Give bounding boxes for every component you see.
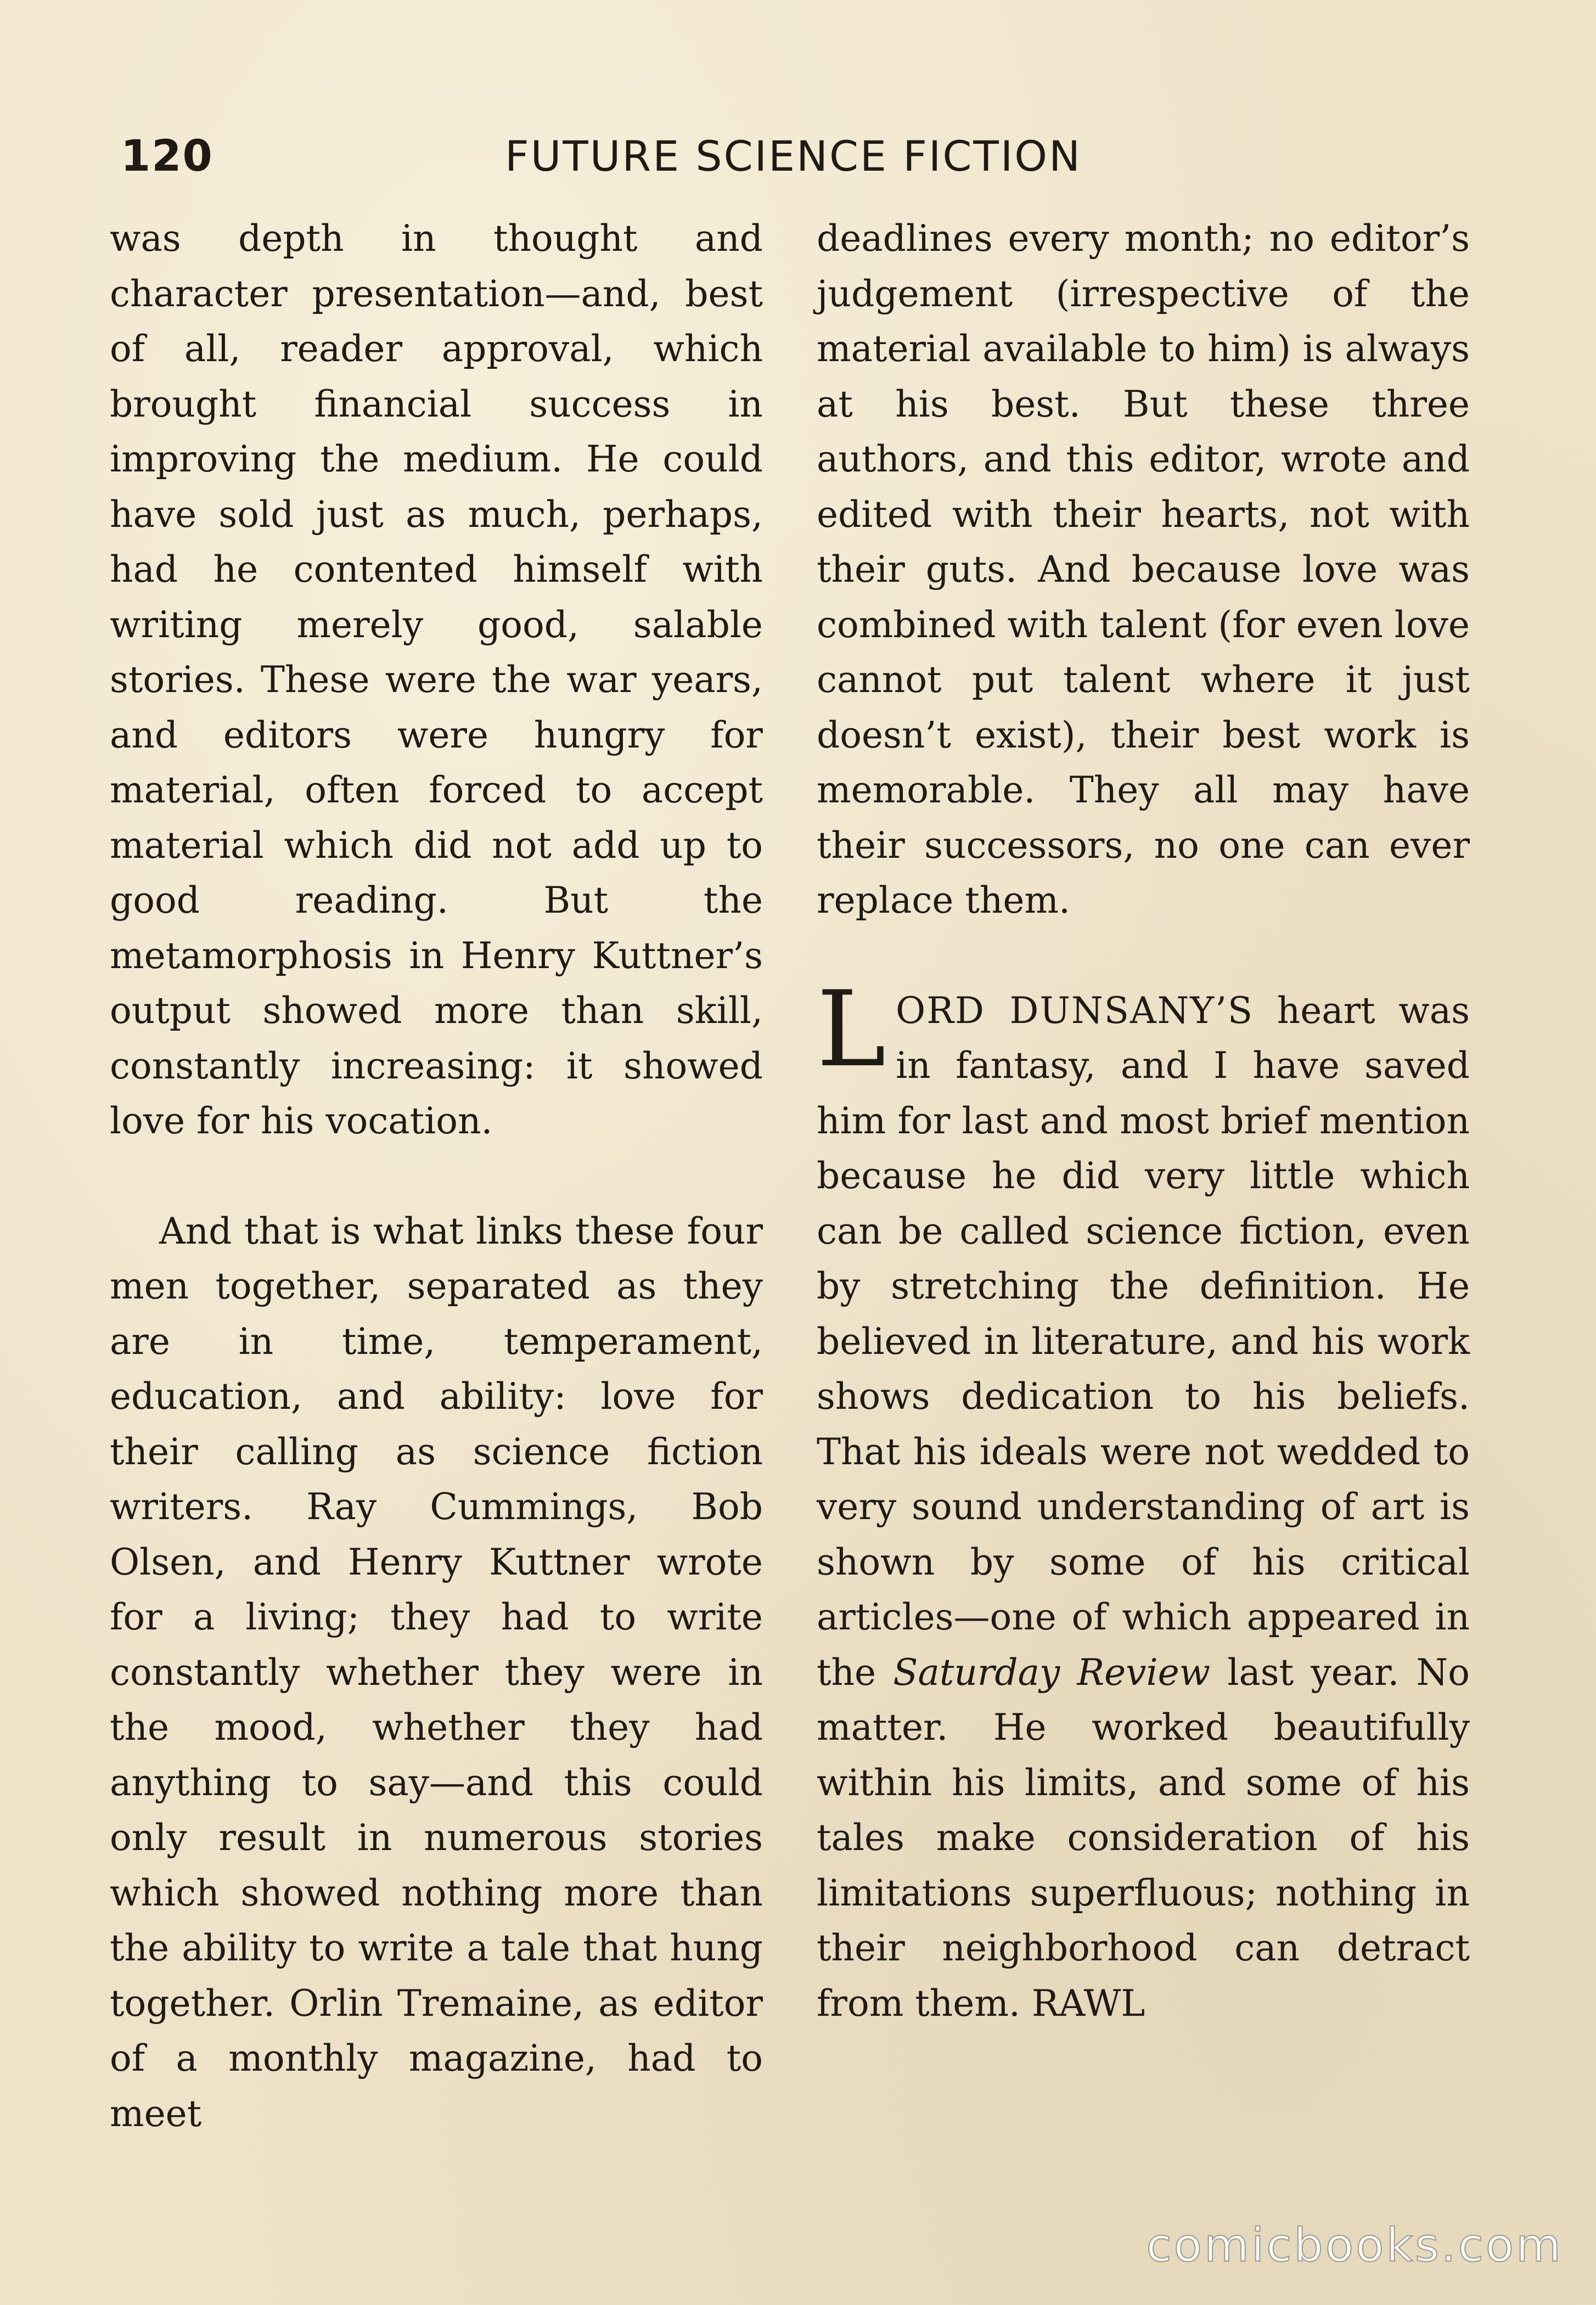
left-column (110, 211, 763, 2141)
paragraph-text-a: heart was in fantasy, and I have saved him for last and most brief mention because he did very little which can be called science fiction, even by stretching the definition. He believed in literature, and his work shows dedication to his beliefs. That his ideals were not wedded to very sound understanding of art is shown by some of his critical articles—one of which appeared in the (817, 989, 1470, 1694)
right-column (817, 211, 1470, 2031)
page-header (110, 132, 1471, 192)
left-paragraph-2: And that is what links these four men together, separated as they are in time, temperament, education, and ability: love for their calling as science fiction writers. Ray Cummings, Bob Olsen, and Henry Kuttner wrote for a living; they had to write constantly whether they were in the mood, whether they had anything to say—and this could only result in numerous stories which showed nothing more than the ability to write a tale that hung together. Orlin Tremaine, as editor of a monthly magazine, had to meet (110, 1210, 763, 2135)
right-paragraph-2 (817, 968, 1470, 2032)
right-paragraph-1: deadlines every month; no editor’s judgement (irrespective of the material available to him) is always at his best. But these three authors, and this editor, wrote and edited with their hearts, not with their guts. And because love was combined with talent (for even love cannot put talent where it just doesn’t exist), their best work is memorable. They all may have their successors, no one can ever replace them. (817, 217, 1470, 921)
running-title: FUTURE SCIENCE FICTION (505, 132, 1082, 181)
publication-title: Saturday Review (893, 1651, 1211, 1694)
paragraph-text-b: last year. No matter. He worked beautifully within his limits, and some of his tales make consideration of his limitations superfluous; nothing in their neighborhood can detract from them. (817, 1651, 1470, 2025)
watermark: comicbooks.com (1146, 2218, 1563, 2272)
author-signature: RAWL (1031, 1982, 1145, 2025)
small-caps-lead: ORD DUNSANY’S (896, 989, 1254, 1032)
drop-cap: L (817, 968, 886, 1090)
page-number: 120 (121, 132, 213, 181)
left-paragraph-1: was depth in thought and character presentation—and, best of all, reader approval, which brought financial success in improving the medium. He could have sold just as much, perhaps, had he contented himself with writing merely good, salable stories. These were the war years, and editors were hungry for material, often forced to accept material which did not add up to good reading. But the metamorphosis in Henry Kuttner’s output showed more than skill, constantly increasing: it showed love for his vocation. (110, 217, 763, 1142)
